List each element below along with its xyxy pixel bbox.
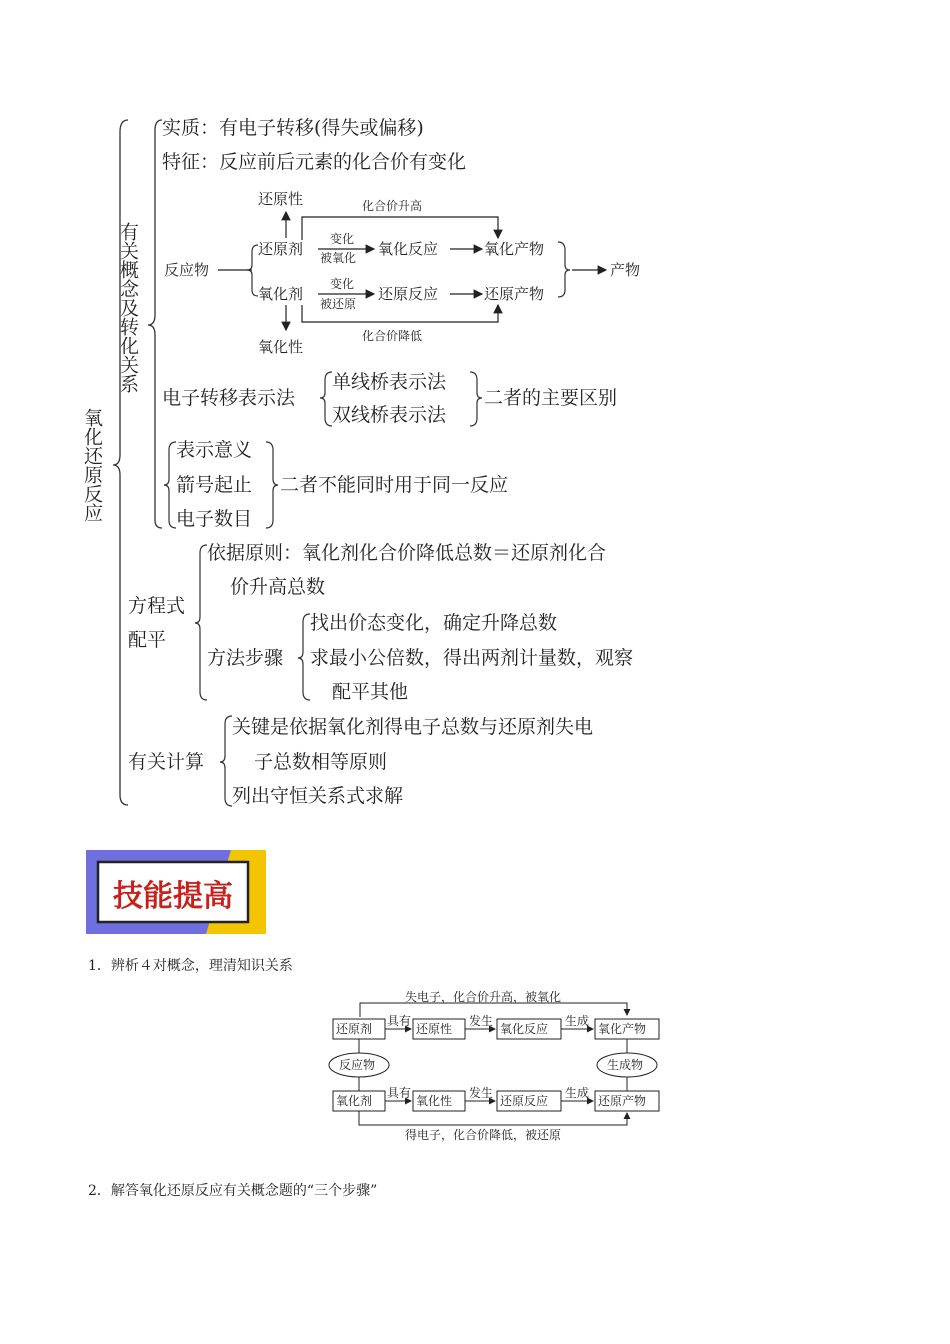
step2: 求最小公倍数，得出两剂计量数，观察 bbox=[310, 647, 634, 669]
d-a1-0: 具有 bbox=[387, 1014, 412, 1028]
principle-line1: 依据原则：氧化剂化合价降低总数＝还原剂化合 bbox=[207, 542, 607, 564]
d-a2-1: 发生 bbox=[469, 1086, 494, 1100]
meaning-c: 电子数目 bbox=[176, 508, 253, 530]
flow-reducing-property: 还原性 bbox=[258, 190, 304, 208]
d-r2-3: 还原产物 bbox=[598, 1094, 647, 1108]
flow-reactant: 反应物 bbox=[164, 261, 210, 279]
d-r1-2: 氧化反应 bbox=[500, 1022, 549, 1036]
section1-heading: 1．辨析４对概念，理清知识关系 bbox=[88, 958, 293, 974]
single-bridge: 单线桥表示法 bbox=[332, 371, 447, 393]
diagram-bottom-label: 得电子，化合价降低，被还原 bbox=[405, 1128, 562, 1142]
electron-transfer-note: 二者的主要区别 bbox=[484, 387, 618, 409]
double-bridge: 双线桥表示法 bbox=[332, 404, 447, 426]
d-r1-0: 还原剂 bbox=[336, 1022, 373, 1036]
essence-text: 实质：有电子转移(得失或偏移) bbox=[162, 117, 424, 139]
d-a2-2: 生成 bbox=[565, 1086, 590, 1100]
root-label bbox=[81, 408, 103, 522]
flow-valence-up: 化合价升高 bbox=[362, 199, 423, 213]
meaning-a: 表示意义 bbox=[176, 439, 253, 461]
branch2-label-1: 方程式 bbox=[128, 595, 186, 617]
d-r2-1: 氧化性 bbox=[416, 1094, 453, 1108]
flow-oxidation-reaction: 氧化反应 bbox=[378, 240, 439, 258]
flow-reduced: 被还原 bbox=[320, 297, 357, 311]
svg-text:氧化还原反应: 氧化还原反应 bbox=[81, 408, 103, 522]
branch1-label bbox=[117, 222, 139, 393]
branch3-label: 有关计算 bbox=[128, 751, 205, 773]
flow-oxidizing-property: 氧化性 bbox=[258, 338, 304, 356]
flow-product: 产物 bbox=[610, 261, 641, 279]
d-r1-1: 还原性 bbox=[416, 1022, 453, 1036]
branch2-label-2: 配平 bbox=[128, 629, 167, 651]
skill-badge bbox=[86, 850, 266, 934]
svg-text:有关概念及转化关系: 有关概念及转化关系 bbox=[117, 222, 139, 393]
d-a2-0: 具有 bbox=[387, 1086, 412, 1100]
flow-change-top: 变化 bbox=[330, 232, 355, 246]
branch1-brace bbox=[148, 120, 162, 528]
flow-oxidation-product: 氧化产物 bbox=[484, 240, 545, 258]
meaning-b: 箭号起止 bbox=[176, 474, 253, 496]
concept-relationship-diagram bbox=[325, 985, 670, 1145]
calc-line1: 关键是依据氧化剂得电子总数与还原剂失电 bbox=[232, 716, 594, 738]
d-left-oval: 反应物 bbox=[339, 1058, 376, 1072]
flow-oxidized: 被氧化 bbox=[320, 251, 357, 265]
step3: 配平其他 bbox=[332, 681, 409, 703]
flow-oxidizing-agent: 氧化剂 bbox=[258, 285, 304, 303]
feature-text: 特征：反应前后元素的化合价有变化 bbox=[162, 151, 467, 173]
flow-reduction-product: 还原产物 bbox=[484, 285, 545, 303]
d-r2-0: 氧化剂 bbox=[336, 1094, 373, 1108]
d-right-oval: 生成物 bbox=[607, 1058, 644, 1072]
diagram-top-label: 失电子，化合价升高，被氧化 bbox=[405, 990, 562, 1004]
flow-reducing-agent: 还原剂 bbox=[258, 240, 304, 258]
badge-text: 技能提高 bbox=[113, 879, 233, 914]
d-a1-2: 生成 bbox=[565, 1014, 590, 1028]
flow-reduction-reaction: 还原反应 bbox=[378, 285, 439, 303]
flow-change-bottom: 变化 bbox=[330, 277, 355, 291]
meaning-note: 二者不能同时用于同一反应 bbox=[280, 474, 509, 496]
steps-label: 方法步骤 bbox=[207, 647, 284, 669]
d-a1-1: 发生 bbox=[469, 1014, 494, 1028]
principle-line2: 价升高总数 bbox=[230, 576, 326, 598]
electron-transfer-label: 电子转移表示法 bbox=[162, 387, 296, 409]
calc-line3: 列出守恒关系式求解 bbox=[232, 785, 404, 807]
d-r1-3: 氧化产物 bbox=[598, 1022, 647, 1036]
flow-valence-down: 化合价降低 bbox=[362, 329, 423, 343]
step1: 找出价态变化，确定升降总数 bbox=[310, 612, 558, 634]
section2-heading: 2．解答氧化还原反应有关概念题的“三个步骤” bbox=[88, 1183, 378, 1199]
d-r2-2: 还原反应 bbox=[500, 1094, 549, 1108]
calc-line2: 子总数相等原则 bbox=[254, 751, 388, 773]
